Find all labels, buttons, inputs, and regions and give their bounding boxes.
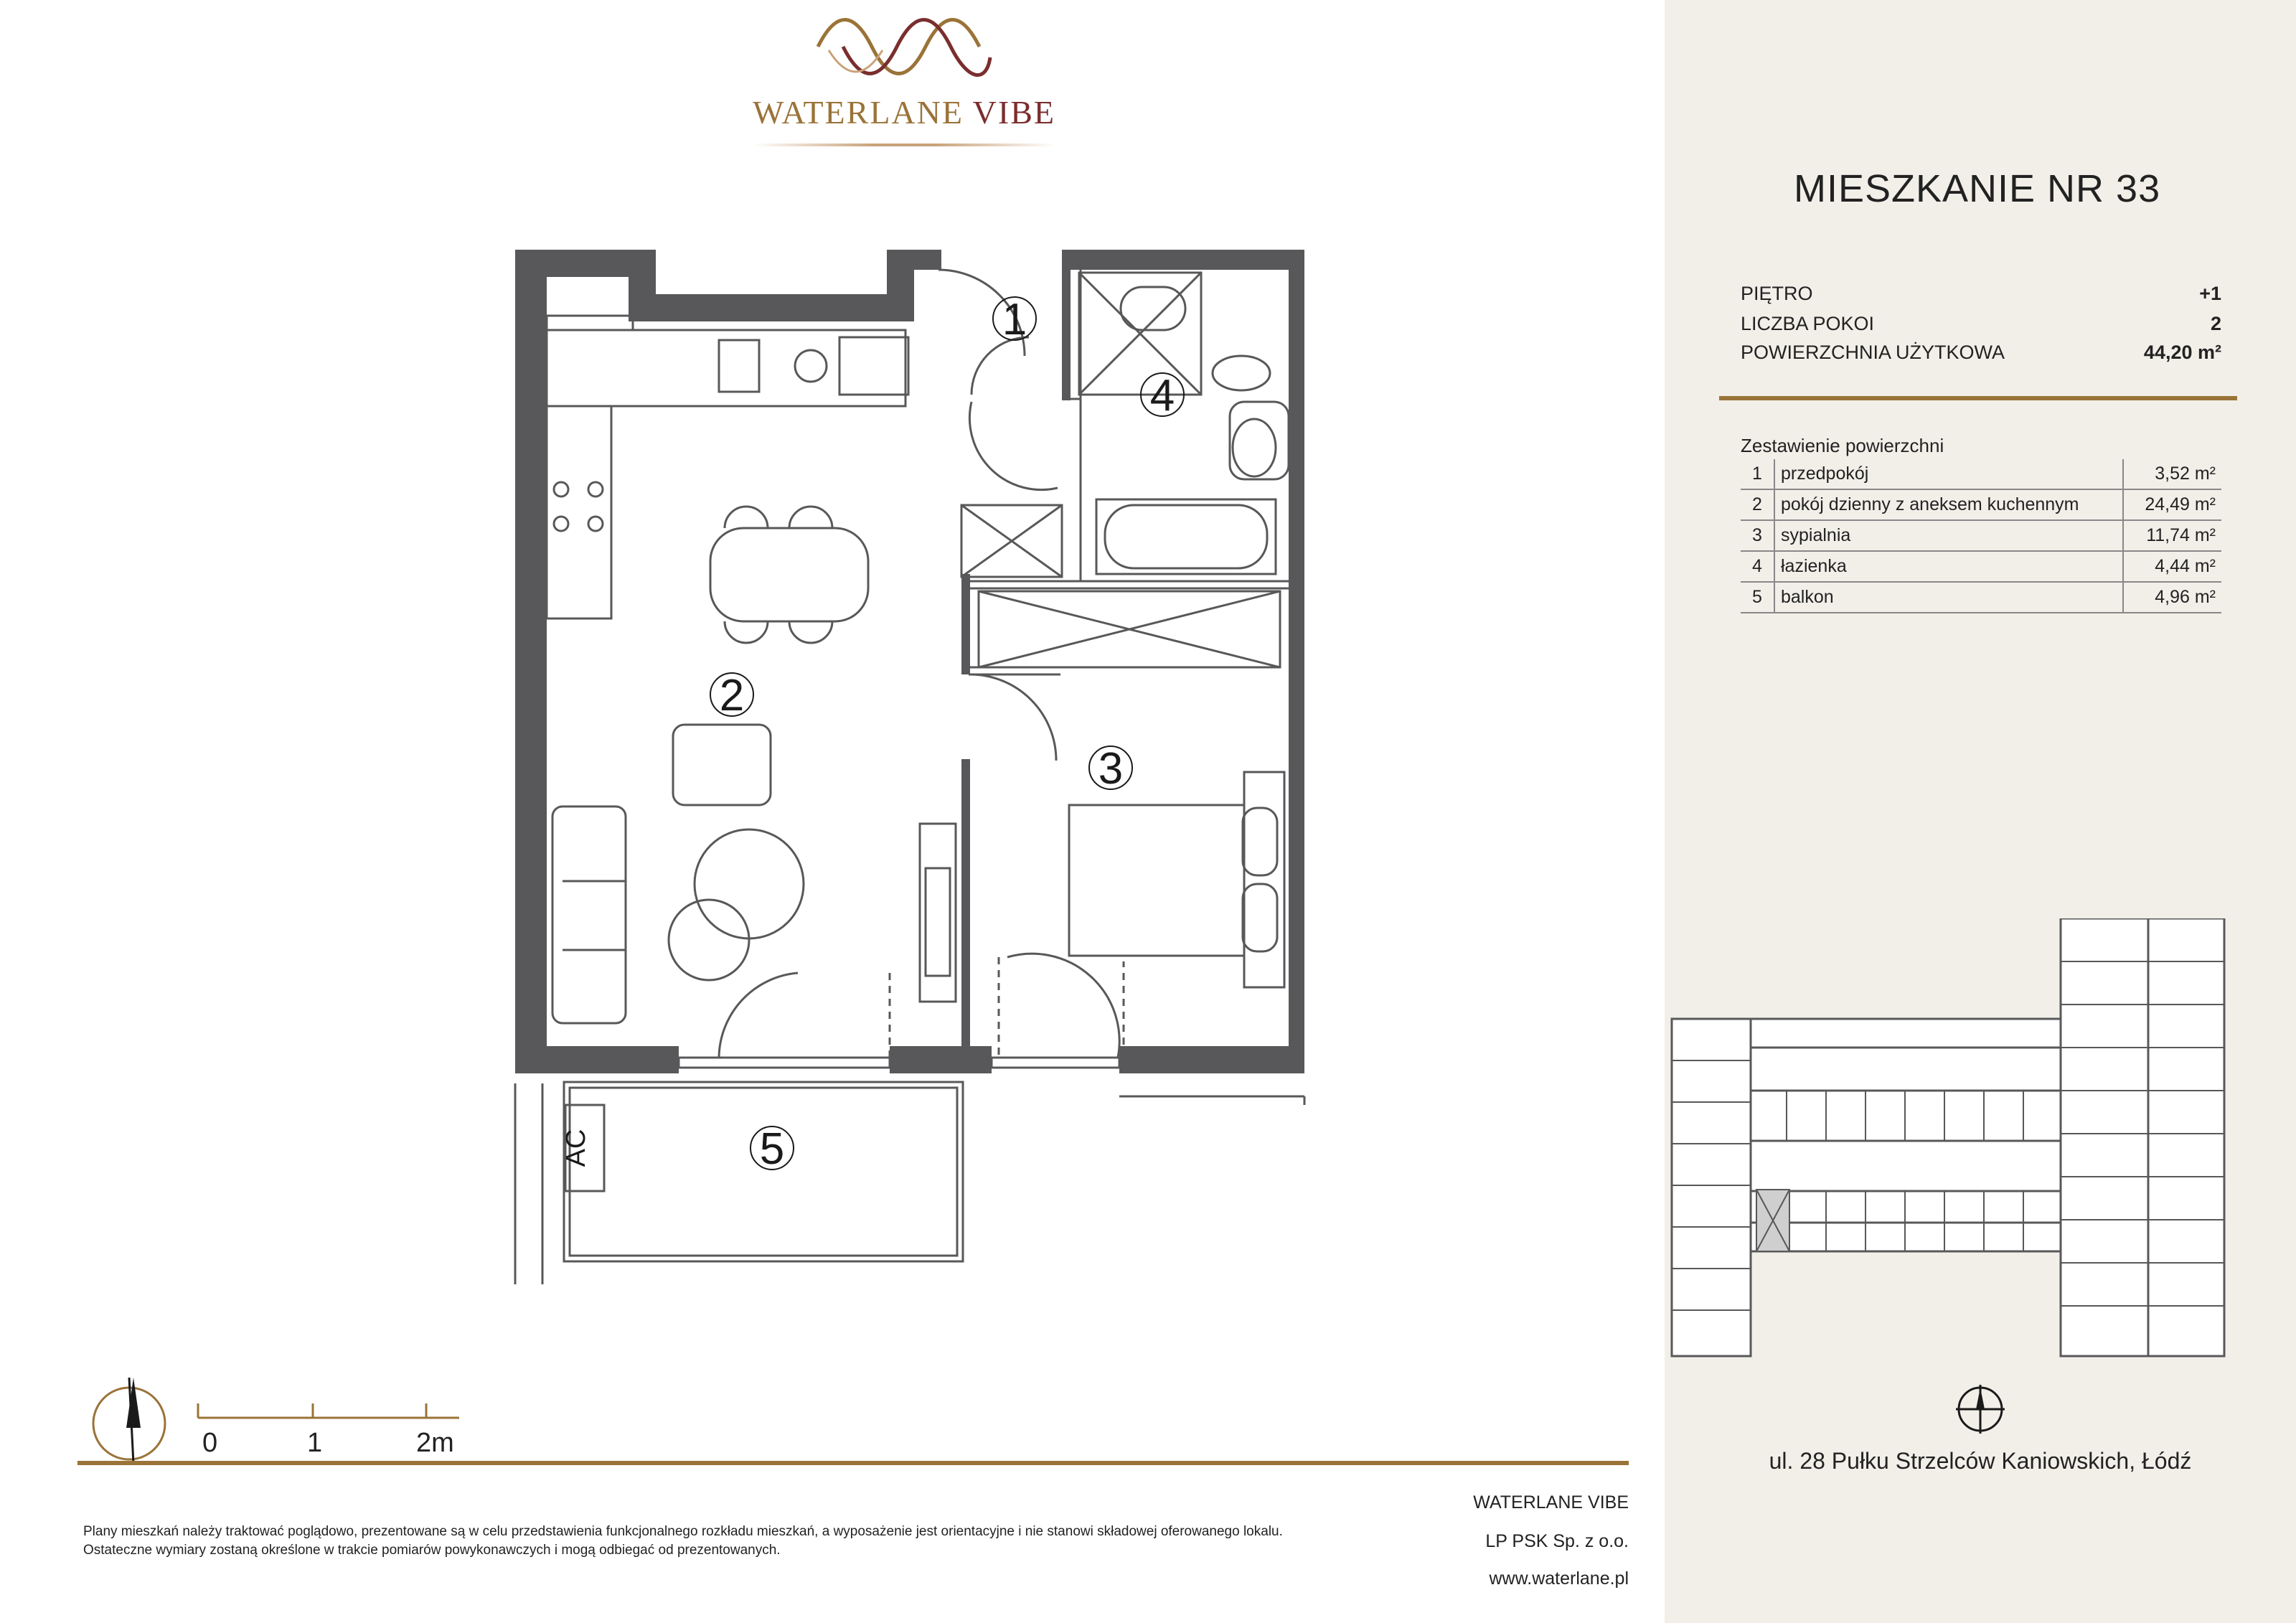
brand-word-2: VIBE: [972, 94, 1055, 131]
building-key-plan: [1665, 918, 2296, 1363]
room-1-label: 1: [1002, 295, 1027, 344]
room-area: 11,74 m²: [2123, 520, 2221, 551]
room-4-label: 4: [1149, 371, 1175, 420]
room-numbers: [561, 295, 1184, 1174]
scale-label-1: 1: [307, 1428, 323, 1458]
row-number: 5: [1741, 582, 1774, 613]
scale-label-2m: 2m: [416, 1428, 454, 1458]
room-area: 4,96 m²: [2123, 582, 2221, 613]
room-area: 4,44 m²: [2123, 551, 2221, 582]
compass-north-icon: [1952, 1380, 2009, 1438]
floor-value: +1: [2199, 283, 2221, 304]
brand-word-1: WATERLANE: [753, 94, 964, 131]
info-panel: [1665, 0, 2296, 1623]
room-area: 24,49 m²: [2123, 489, 2221, 520]
room-2-label: 2: [719, 671, 745, 720]
area-value: 44,20 m²: [2143, 342, 2221, 363]
company-website[interactable]: www.waterlane.pl: [1489, 1568, 1629, 1589]
compass-icon: [93, 1378, 165, 1464]
ac-unit-label: AC: [561, 1129, 591, 1167]
row-number: 3: [1741, 520, 1774, 551]
room-area: 3,52 m²: [2123, 459, 2221, 489]
row-number: 1: [1741, 459, 1774, 489]
room-3-label: 3: [1098, 744, 1124, 794]
plan-lines: [515, 270, 1304, 1284]
floor-label: PIĘTRO: [1741, 283, 1813, 304]
room-name: balkon: [1774, 582, 2123, 613]
summary-title: Zestawienie powierzchni: [1741, 435, 1944, 456]
footer-rule: [77, 1461, 1629, 1465]
rooms-value: 2: [2210, 313, 2221, 334]
disclaimer: [83, 1523, 1446, 1560]
table-row: [1741, 489, 2221, 520]
area-label: POWIERZCHNIA UŻYTKOWA: [1741, 342, 2005, 363]
table-row: [1741, 520, 2221, 551]
table-row: [1741, 459, 2221, 489]
address: ul. 28 Pułku Strzelców Kaniowskich, Łódź: [1769, 1448, 2192, 1474]
table-row: [1741, 582, 2221, 613]
disclaimer-line-2: Ostateczne wymiary zostaną określone w trakcie pomiarów powykonawczych i mogą odbiegać od prezentowanych.: [83, 1543, 781, 1558]
row-number: 2: [1741, 489, 1774, 520]
row-number: 4: [1741, 551, 1774, 582]
room-5-label: 5: [759, 1124, 785, 1174]
room-name: przedpokój: [1774, 459, 2123, 489]
apartment-title: MIESZKANIE NR 33: [1794, 167, 2161, 210]
scale-bar: [198, 1403, 459, 1418]
area-table: [1741, 459, 2221, 613]
room-name: pokój dzienny z aneksem kuchennym: [1774, 489, 2123, 520]
company-legal: LP PSK Sp. z o.o.: [1485, 1531, 1629, 1551]
info-rule: [1719, 396, 2237, 400]
selected-apartment-marker: [1756, 1190, 1789, 1251]
rooms-label: LICZBA POKOI: [1741, 313, 1875, 334]
scale-label-0: 0: [202, 1428, 218, 1458]
company-name: WATERLANE VIBE: [1473, 1492, 1629, 1513]
walls: [515, 250, 1304, 1073]
room-name: łazienka: [1774, 551, 2123, 582]
disclaimer-line-1: Plany mieszkań należy traktować poglądowo, prezentowane są w celu przedstawienia funkcjonalnego rozkładu mieszkań, a wyposażenie jest orientacyjne i nie stanowi składowej oferowanego lokalu.: [83, 1524, 1283, 1539]
table-row: [1741, 551, 2221, 582]
room-name: sypialnia: [1774, 520, 2123, 551]
